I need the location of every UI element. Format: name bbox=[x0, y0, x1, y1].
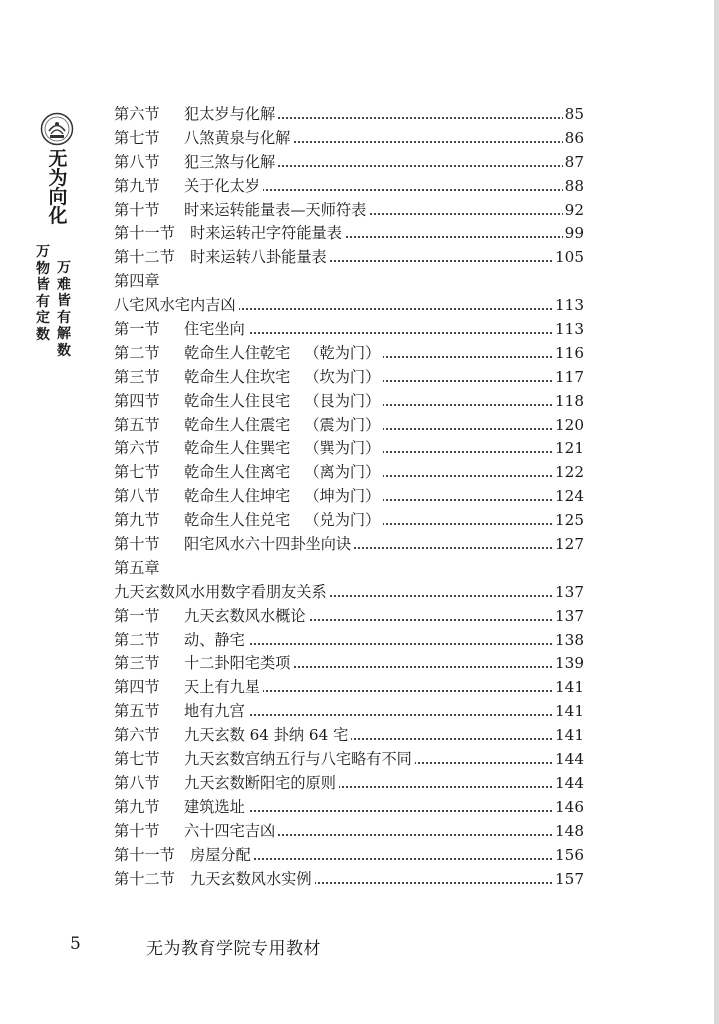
toc-entry-text bbox=[114, 557, 163, 581]
toc-entry-text bbox=[114, 629, 248, 653]
toc-title: 九天玄数断阳宅的原则 bbox=[184, 773, 336, 792]
toc-title: 建筑选址 bbox=[184, 797, 245, 816]
toc-page-number: 87 bbox=[563, 151, 584, 175]
toc-gate-note: （巽为门） bbox=[304, 439, 381, 458]
toc-section-label: 第四节 bbox=[114, 678, 160, 697]
toc-entry[interactable] bbox=[114, 151, 584, 175]
toc-entry-text bbox=[114, 366, 383, 390]
toc-section-label: 第九节 bbox=[114, 797, 160, 816]
toc-page-number: 85 bbox=[563, 103, 584, 127]
toc-entry[interactable] bbox=[114, 246, 584, 270]
toc-entry-text bbox=[114, 461, 383, 485]
toc-page-number: 141 bbox=[553, 700, 584, 724]
toc-title: 乾命生人住艮宅 bbox=[184, 391, 291, 410]
toc-section-label: 第三节 bbox=[114, 654, 160, 673]
toc-entry[interactable] bbox=[114, 414, 584, 438]
toc-section-label: 第六节 bbox=[114, 439, 160, 458]
toc-entry-text bbox=[114, 390, 383, 414]
toc-section-label: 第十节 bbox=[114, 200, 160, 219]
toc-page-number: 105 bbox=[553, 246, 584, 270]
toc-title: 九天玄数 64 卦纳 64 宅 bbox=[184, 726, 349, 745]
toc-page-number: 118 bbox=[553, 390, 584, 414]
toc-page-number: 125 bbox=[553, 509, 584, 533]
toc-section-label: 第四章 bbox=[114, 272, 160, 291]
toc-page-number: 121 bbox=[553, 437, 584, 461]
toc-title: 地有九宫 bbox=[184, 702, 245, 721]
toc-page-number: 141 bbox=[553, 724, 584, 748]
toc-page-number: 146 bbox=[553, 796, 584, 820]
toc-section-label: 第八节 bbox=[114, 152, 160, 171]
toc-section-label: 第二节 bbox=[114, 630, 160, 649]
toc-entry-text bbox=[114, 175, 263, 199]
toc-title: 八煞黄泉与化解 bbox=[184, 128, 291, 147]
toc-title: 关于化太岁 bbox=[184, 176, 260, 195]
toc-title: 乾命生人住巽宅 bbox=[184, 439, 291, 458]
toc-section-label: 第五章 bbox=[114, 558, 160, 577]
motto-right-vertical bbox=[55, 244, 73, 359]
toc-title: 乾命生人住坤宅 bbox=[184, 487, 291, 506]
toc-entry-text bbox=[114, 342, 383, 366]
toc-entry[interactable] bbox=[114, 820, 584, 844]
emblem-icon bbox=[40, 112, 74, 146]
toc-title: 六十四宅吉凶 bbox=[184, 821, 276, 840]
toc-page-number: 139 bbox=[553, 652, 584, 676]
toc-entry[interactable] bbox=[114, 748, 584, 772]
toc-entry-text bbox=[114, 796, 248, 820]
toc-entry[interactable] bbox=[114, 676, 584, 700]
toc-entry-text bbox=[114, 748, 415, 772]
toc-section-label: 第五节 bbox=[114, 702, 160, 721]
toc-title: 动、静宅 bbox=[184, 630, 245, 649]
toc-section-label: 第九节 bbox=[114, 511, 160, 530]
toc-entry-text bbox=[114, 533, 354, 557]
toc-entry[interactable] bbox=[114, 127, 584, 151]
toc-page-number: 99 bbox=[563, 222, 584, 246]
toc-entry[interactable] bbox=[114, 103, 584, 127]
toc-section-label: 第五节 bbox=[114, 415, 160, 434]
vertical-char: 无 bbox=[48, 148, 68, 170]
toc-title: 九天玄数风水概论 bbox=[184, 606, 306, 625]
toc-entry-text bbox=[114, 318, 248, 342]
toc-entry-text bbox=[114, 151, 278, 175]
toc-title: 阳宅风水六十四卦坐向诀 bbox=[184, 535, 352, 554]
vertical-char: 数 bbox=[36, 326, 50, 343]
toc-gate-note: （离为门） bbox=[304, 463, 381, 482]
toc-entry[interactable] bbox=[114, 390, 584, 414]
vertical-char: 定 bbox=[36, 310, 50, 326]
toc-page-number: 88 bbox=[563, 175, 584, 199]
vertical-char: 解 bbox=[57, 326, 71, 342]
vertical-char: 万 bbox=[57, 260, 71, 276]
toc-entry[interactable] bbox=[114, 772, 584, 796]
toc-section-label: 第七节 bbox=[114, 463, 160, 482]
toc-page-number: 141 bbox=[553, 676, 584, 700]
brand-vertical-title bbox=[47, 150, 69, 226]
toc-title: 乾命生人住坎宅 bbox=[184, 367, 291, 386]
toc-entry-text bbox=[114, 652, 293, 676]
toc-section-label: 第四节 bbox=[114, 391, 160, 410]
toc-page-number: 127 bbox=[553, 533, 584, 557]
toc-page-number: 113 bbox=[553, 318, 584, 342]
toc-entry[interactable] bbox=[114, 318, 584, 342]
toc-entry-text bbox=[114, 844, 254, 868]
toc-section-label: 九天玄数风水用数字看朋友关系 bbox=[114, 582, 327, 601]
toc-section-label: 第八节 bbox=[114, 773, 160, 792]
page-edge-shadow bbox=[714, 0, 719, 1024]
toc-title: 住宅坐向 bbox=[184, 320, 245, 339]
toc-gate-note: （乾为门） bbox=[304, 343, 381, 362]
toc-entry[interactable] bbox=[114, 294, 584, 318]
toc-page-number: 137 bbox=[553, 605, 584, 629]
table-of-contents bbox=[114, 103, 584, 891]
toc-entry[interactable] bbox=[114, 700, 584, 724]
toc-page-number: 120 bbox=[553, 414, 584, 438]
toc-entry[interactable] bbox=[114, 222, 584, 246]
toc-section-label: 第六节 bbox=[114, 726, 160, 745]
toc-title: 天上有九星 bbox=[184, 678, 260, 697]
toc-entry-text bbox=[114, 605, 309, 629]
toc-section-label: 第六节 bbox=[114, 105, 160, 123]
toc-page-number: 144 bbox=[553, 748, 584, 772]
toc-entry[interactable] bbox=[114, 485, 584, 509]
toc-gate-note: （艮为门） bbox=[304, 391, 381, 410]
toc-page-number: 144 bbox=[553, 772, 584, 796]
toc-gate-note: （震为门） bbox=[304, 415, 381, 434]
toc-page-number: 86 bbox=[563, 127, 584, 151]
toc-entry[interactable] bbox=[114, 366, 584, 390]
toc-section-label: 第二节 bbox=[114, 343, 160, 362]
toc-entry-text bbox=[114, 820, 278, 844]
toc-section-label: 第七节 bbox=[114, 128, 160, 147]
toc-entry[interactable] bbox=[114, 724, 584, 748]
toc-page-number: 92 bbox=[563, 199, 584, 223]
toc-section-label: 第十二节 bbox=[114, 248, 175, 267]
toc-section-label: 第九节 bbox=[114, 176, 160, 195]
toc-section-label: 第十节 bbox=[114, 821, 160, 840]
toc-page-number: 148 bbox=[553, 820, 584, 844]
toc-section-label: 第十节 bbox=[114, 535, 160, 554]
toc-entry[interactable] bbox=[114, 605, 584, 629]
toc-title: 时来运转八卦能量表 bbox=[190, 248, 327, 267]
toc-page-number: 156 bbox=[553, 844, 584, 868]
toc-gate-note: （坎为门） bbox=[304, 367, 381, 386]
toc-entry-text bbox=[114, 437, 383, 461]
toc-title: 犯三煞与化解 bbox=[184, 152, 276, 171]
toc-entry[interactable] bbox=[114, 629, 584, 653]
toc-page-number: 157 bbox=[553, 868, 584, 892]
toc-entry[interactable] bbox=[114, 270, 584, 294]
toc-entry-text bbox=[114, 199, 369, 223]
toc-entry[interactable] bbox=[114, 844, 584, 868]
motto-left-vertical bbox=[34, 244, 52, 343]
toc-entry-text bbox=[114, 700, 248, 724]
toc-entry[interactable] bbox=[114, 533, 584, 557]
toc-page-number: 124 bbox=[553, 485, 584, 509]
toc-section-label: 第十一节 bbox=[114, 845, 175, 864]
toc-title: 时来运转能量表—天师符表 bbox=[184, 200, 367, 219]
vertical-char: 皆 bbox=[57, 293, 71, 309]
toc-entry[interactable] bbox=[114, 581, 584, 605]
vertical-char: 向 bbox=[48, 186, 68, 208]
toc-page-number: 137 bbox=[553, 581, 584, 605]
toc-title: 乾命生人住兑宅 bbox=[184, 511, 291, 530]
vertical-char: 有 bbox=[57, 309, 71, 326]
toc-page-number: 138 bbox=[553, 629, 584, 653]
toc-title: 乾命生人住震宅 bbox=[184, 415, 291, 434]
toc-entry-text bbox=[114, 294, 239, 318]
toc-section-label: 八宅风水宅内吉凶 bbox=[114, 296, 236, 315]
toc-section-label: 第十一节 bbox=[114, 224, 175, 243]
toc-section-label: 第一节 bbox=[114, 320, 160, 339]
toc-entry[interactable] bbox=[114, 342, 584, 366]
toc-gate-note: （坤为门） bbox=[304, 487, 381, 506]
toc-entry-text bbox=[114, 724, 351, 748]
vertical-char: 数 bbox=[57, 342, 71, 359]
vertical-char: 皆 bbox=[36, 277, 50, 293]
toc-entry-text bbox=[114, 485, 383, 509]
toc-entry-text bbox=[114, 103, 278, 127]
toc-title: 乾命生人住离宅 bbox=[184, 463, 291, 482]
footer-text: 无为教育学院专用教材 bbox=[146, 939, 321, 959]
toc-title: 十二卦阳宅类项 bbox=[184, 654, 291, 673]
vertical-char: 难 bbox=[57, 276, 71, 293]
toc-entry-text bbox=[114, 127, 293, 151]
toc-entry[interactable] bbox=[114, 175, 584, 199]
vertical-char: 为 bbox=[48, 167, 68, 189]
toc-entry-text bbox=[114, 868, 315, 892]
page-number: 5 bbox=[70, 934, 81, 954]
vertical-char: 万 bbox=[36, 244, 50, 260]
toc-section-label: 第一节 bbox=[114, 606, 160, 625]
toc-entry[interactable] bbox=[114, 509, 584, 533]
toc-section-label: 第八节 bbox=[114, 487, 160, 506]
vertical-char: 有 bbox=[36, 293, 50, 310]
toc-title: 犯太岁与化解 bbox=[184, 105, 276, 123]
toc-entry[interactable] bbox=[114, 652, 584, 676]
toc-section-label: 第七节 bbox=[114, 750, 160, 769]
toc-section-label: 第十二节 bbox=[114, 869, 175, 888]
toc-page-number: 116 bbox=[553, 342, 584, 366]
toc-title: 时来运转卍字符能量表 bbox=[190, 224, 342, 243]
toc-entry[interactable] bbox=[114, 557, 584, 581]
toc-entry-text bbox=[114, 509, 383, 533]
toc-entry-text bbox=[114, 270, 163, 294]
toc-entry-text bbox=[114, 222, 345, 246]
toc-title: 乾命生人住乾宅 bbox=[184, 343, 291, 362]
toc-title: 九天玄数宫纳五行与八宅略有不同 bbox=[184, 750, 412, 769]
toc-entry[interactable] bbox=[114, 796, 584, 820]
vertical-char: 物 bbox=[36, 260, 50, 277]
toc-entry[interactable] bbox=[114, 461, 584, 485]
toc-entry[interactable] bbox=[114, 868, 584, 892]
toc-page-number: 122 bbox=[553, 461, 584, 485]
toc-section-label: 第三节 bbox=[114, 367, 160, 386]
toc-page-number: 113 bbox=[553, 294, 584, 318]
toc-title: 房屋分配 bbox=[190, 845, 251, 864]
toc-entry-text bbox=[114, 676, 263, 700]
toc-page-number: 117 bbox=[553, 366, 584, 390]
toc-title: 九天玄数风水实例 bbox=[190, 869, 312, 888]
toc-entry-text bbox=[114, 772, 339, 796]
vertical-char: 化 bbox=[48, 205, 68, 227]
toc-entry-text bbox=[114, 581, 330, 605]
toc-gate-note: （兑为门） bbox=[304, 511, 381, 530]
toc-entry-text bbox=[114, 414, 383, 438]
toc-entry[interactable] bbox=[114, 199, 584, 223]
toc-entry-text bbox=[114, 246, 330, 270]
toc-entry[interactable] bbox=[114, 437, 584, 461]
